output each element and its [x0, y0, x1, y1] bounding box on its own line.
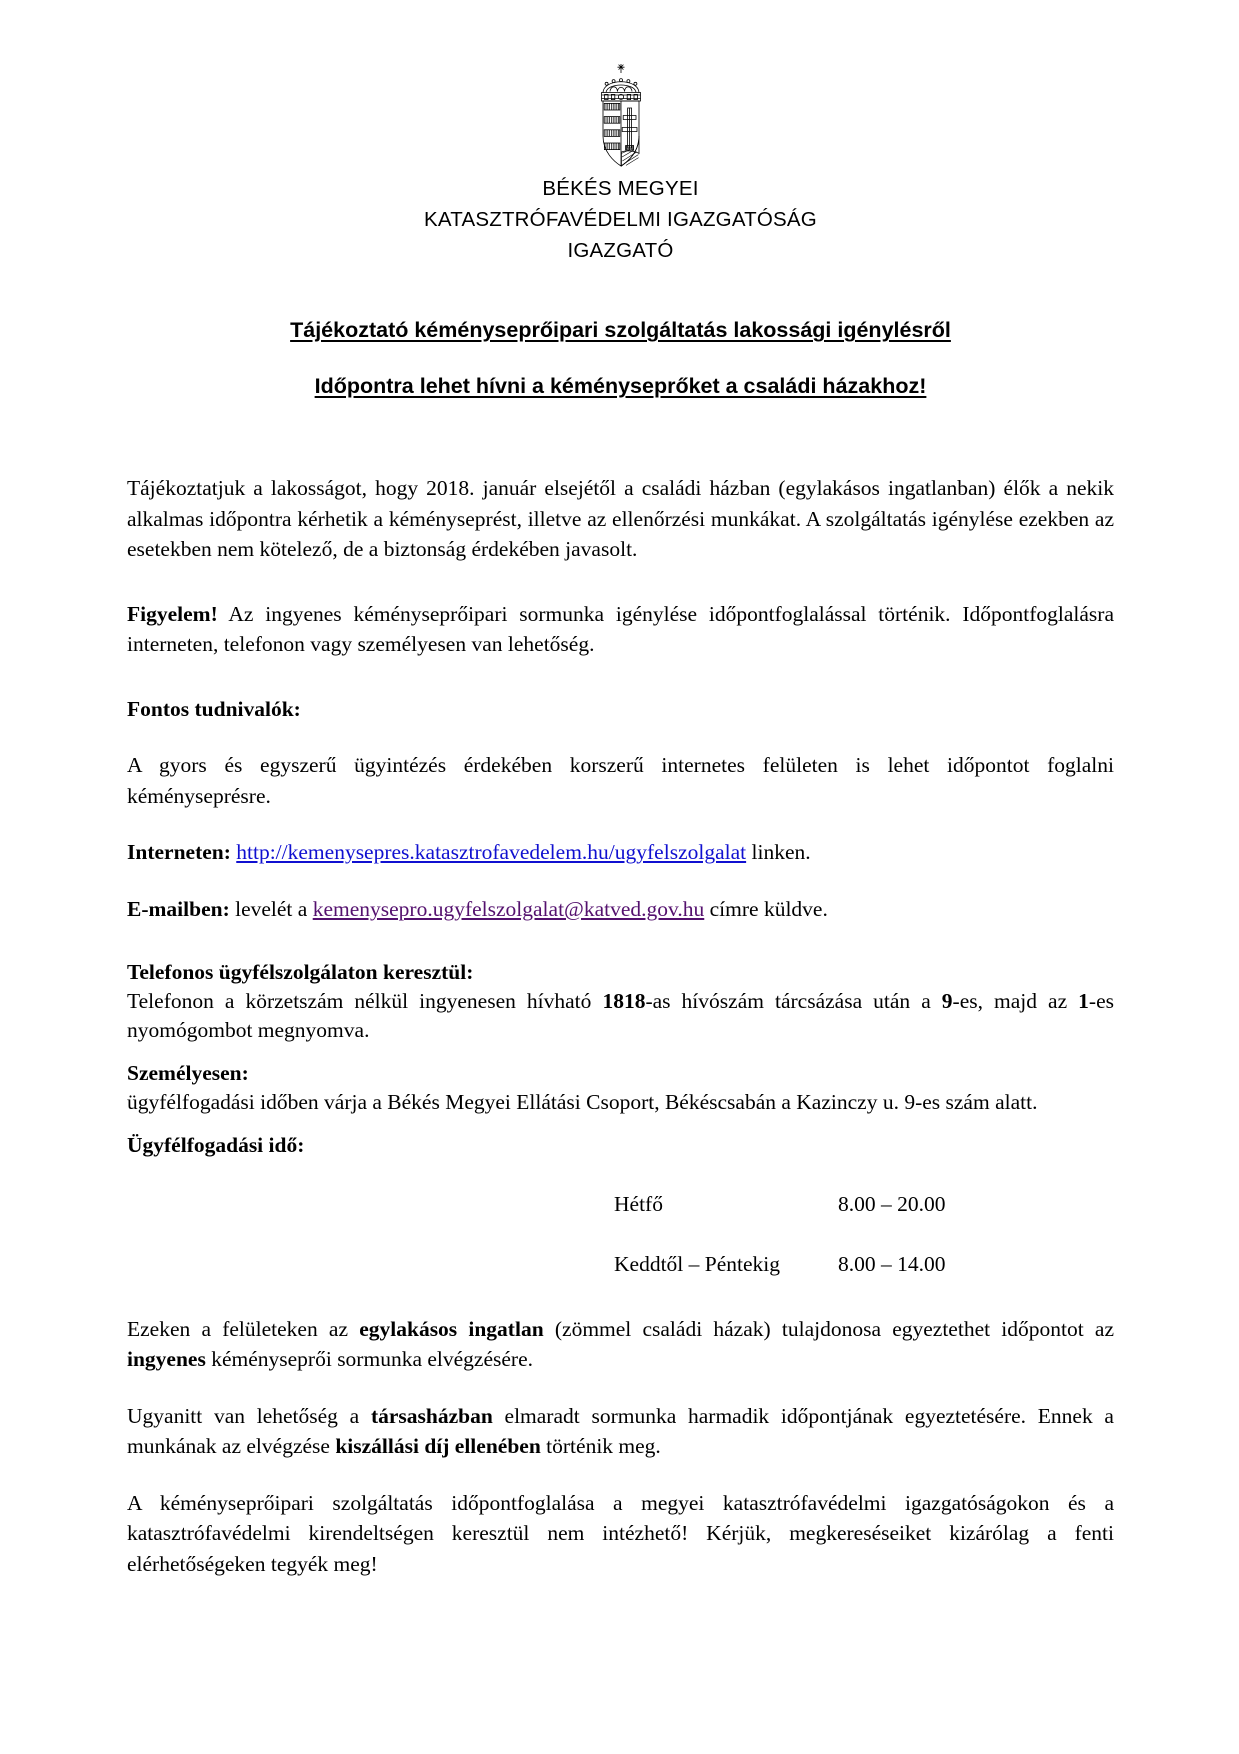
paragraph-surfaces	[127, 1314, 1114, 1375]
page-subtitle	[127, 374, 1114, 401]
page-title-text: Tájékoztató kéményseprőipari szolgáltatás lakossági igénylésről	[290, 318, 951, 343]
phone-number: 1818	[602, 989, 646, 1014]
hungarian-coat-of-arms-icon	[590, 62, 652, 170]
heading-office-hours-text: Ügyfélfogadási idő:	[127, 1133, 305, 1158]
line-internet	[127, 837, 1114, 868]
phone-text-4: -es nyomógombot megnyomva.	[127, 989, 1114, 1043]
surfaces-bold-2: ingyenes	[127, 1347, 206, 1372]
phone-text-3: -es, majd az	[952, 989, 1079, 1014]
document-body	[127, 473, 1114, 1579]
phone-text-2: -as hívószám tárcsázása után a	[645, 989, 942, 1014]
condo-text-2: elmaradt sormunka harmadik időpontjának egyeztetésére. Ennek a munkának az elvégzése	[127, 1403, 1114, 1459]
heading-in-person-text: Személyesen:	[127, 1061, 249, 1086]
org-line-directorate: KATASZTRÓFAVÉDELMI IGAZGATÓSÁG	[424, 207, 817, 231]
condo-text-3: történik meg.	[540, 1434, 661, 1459]
surfaces-text-1: Ezeken a felületeken az	[127, 1316, 360, 1341]
office-hours-grid	[614, 1189, 946, 1280]
internet-label: Interneten:	[127, 840, 231, 865]
condo-bold-1: társasházban	[370, 1403, 493, 1428]
paragraph-attention	[127, 599, 1114, 660]
email-label: E-mailben:	[127, 896, 230, 921]
attention-label: Figyelem!	[127, 601, 218, 626]
paragraph-important: A gyors és egyszerű ügyintézés érdekében korszerű internetes felületen is lehet időpontot foglalni kéményseprésre.	[127, 753, 1114, 808]
paragraph-intro: Tájékoztatjuk a lakosságot, hogy 2018. január elsejétől a családi házban (egylakásos ingatlanban) élők a nekik alkalmas időpontra kérhetik a kéményseprést, illetve az ellenőrzési munkákat. A szolgáltatás igénylése ezekben az esetekben nem kötelező, de a biztonság érdekében javasolt.	[127, 476, 1114, 562]
attention-text: Az ingyenes kéményseprőipari sormunka igénylése időpontfoglalással történik. Időpontfoglalásra interneten, telefonon vagy személyesen van lehetőség.	[127, 601, 1114, 657]
office-hours-table	[614, 1189, 1114, 1280]
email-prefix: levelét a	[229, 896, 313, 921]
paragraph-in-person: ügyfélfogadási időben várja a Békés Megyei Ellátási Csoport, Békéscsabán a Kazinczy u. 9-es szám alatt.	[127, 1090, 1038, 1115]
heading-important-text: Fontos tudnivalók:	[127, 696, 301, 721]
org-line-county: BÉKÉS MEGYEI	[542, 177, 699, 200]
condo-bold-2: kiszállási díj ellenében	[335, 1434, 541, 1459]
phone-text-1: Telefonon a körzetszám nélkül ingyenesen hívható	[127, 989, 603, 1014]
condo-text-1: Ugyanitt van lehetőség a	[127, 1403, 371, 1428]
paragraph-condo	[127, 1401, 1114, 1462]
paragraph-phone	[127, 987, 1114, 1045]
office-hours-day: Hétfő	[614, 1191, 663, 1216]
page-subtitle-text: Időpontra lehet hívni a kéményseprőket a családi házakhoz!	[314, 374, 927, 399]
heading-important	[127, 694, 1114, 725]
heading-office-hours	[127, 1131, 1114, 1160]
website-link[interactable]: http://kemenysepres.katasztrofavedelem.hu/ugyfelszolgalat	[236, 840, 747, 865]
line-email	[127, 894, 1114, 925]
phone-digit-1: 1	[1078, 989, 1089, 1014]
paragraph-closing: A kéményseprőipari szolgáltatás időpontfoglalása a megyei katasztrófavédelmi igazgatóságokon és a katasztrófavédelmi kirendeltségen keresztül nem intézhető! Kérjük, megkereséseiket kizárólag a fenti elérhetőségeken tegyék meg!	[127, 1490, 1114, 1576]
internet-suffix: linken.	[746, 840, 811, 865]
org-line-director: IGAZGATÓ	[567, 238, 674, 262]
heading-phone-text: Telefonos ügyfélszolgálaton keresztül:	[127, 960, 474, 985]
page-title	[127, 318, 1114, 345]
heading-in-person	[127, 1059, 1114, 1088]
office-hours-day: Keddtől – Péntekig	[614, 1252, 781, 1277]
email-suffix: címre küldve.	[704, 896, 828, 921]
heading-phone	[127, 958, 1114, 987]
phone-digit-9: 9	[941, 989, 953, 1014]
crest-container	[127, 62, 1114, 170]
office-hours-time: 8.00 – 14.00	[838, 1252, 946, 1277]
email-link[interactable]: kemenysepro.ugyfelszolgalat@katved.gov.hu	[312, 896, 705, 921]
office-hours-time: 8.00 – 20.00	[838, 1191, 946, 1216]
table-row	[614, 1189, 946, 1250]
surfaces-text-2: (zömmel családi házak) tulajdonosa egyeztethet időpontot az	[543, 1316, 1114, 1341]
organization-name	[127, 174, 1114, 266]
table-row	[614, 1249, 946, 1280]
surfaces-bold-1: egylakásos ingatlan	[359, 1316, 544, 1341]
document-titles	[127, 318, 1114, 401]
surfaces-text-3: kéményseprői sormunka elvégzésére.	[205, 1347, 533, 1372]
